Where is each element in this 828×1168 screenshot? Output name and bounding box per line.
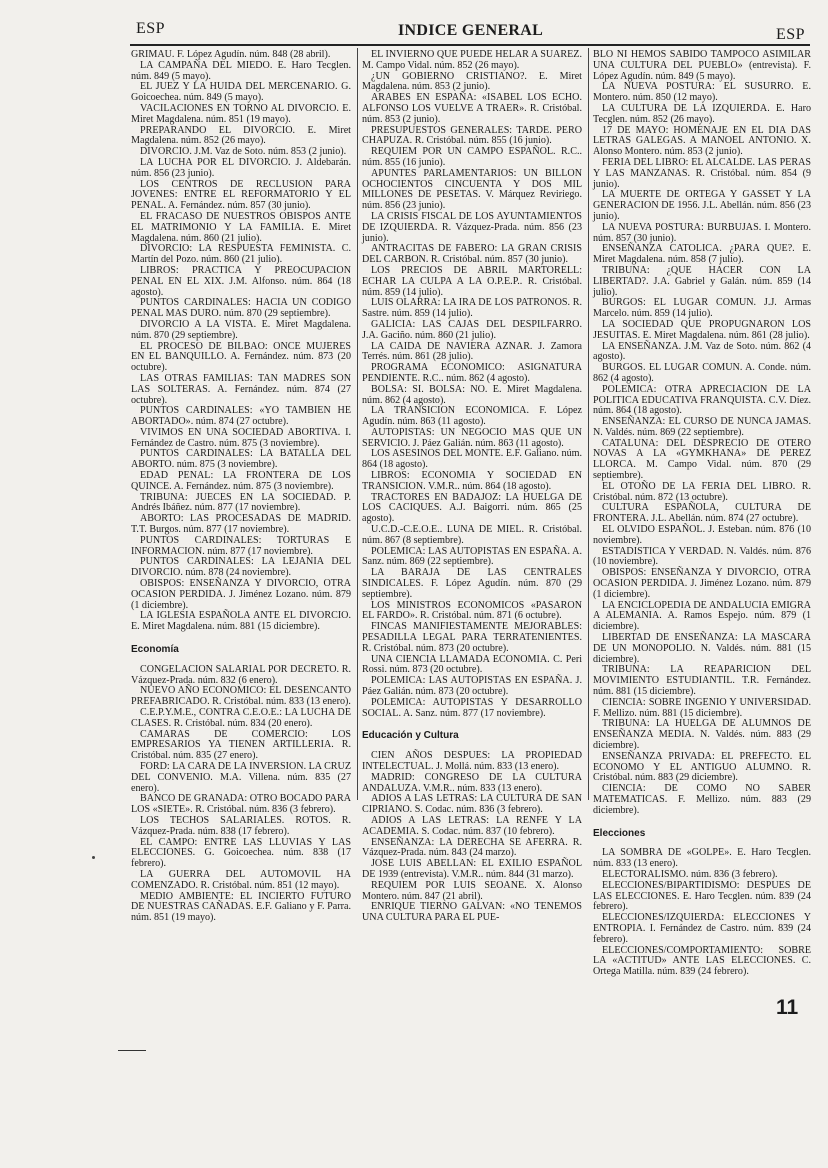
index-entry: LA LUCHA POR EL DIVORCIO. J. Aldebarán. núm. 856 (23 junio). bbox=[131, 156, 351, 179]
index-entry: ELECCIONES/COMPORTAMIENTO: SOBRE LA «ACTITUD» ANTE LAS ELECCIONES. C. Ortega Matilla. núm. 839 (24 febrero). bbox=[593, 944, 811, 978]
header-rule bbox=[130, 44, 810, 46]
index-entry: LA ENSEÑANZA. J.M. Vaz de Soto. núm. 862 (4 agosto). bbox=[593, 340, 811, 363]
index-entry: LIBROS: ECONOMIA Y SOCIEDAD EN TRANSICION. V.M.R.. núm. 864 (18 agosto). bbox=[362, 470, 582, 492]
index-entry: ANTRACITAS DE FABERO: LA GRAN CRISIS DEL CARBON. R. Cristóbal. núm. 857 (30 junio). bbox=[362, 243, 582, 266]
index-entry: LA NUEVA POSTURA: BURBUJAS. I. Montero. núm. 857 (30 junio). bbox=[593, 221, 811, 244]
index-entry: FERIA DEL LIBRO: EL ALCALDE. LAS PERAS Y LAS MANZANAS. R. Cristóbal. núm. 854 (9 junio). bbox=[593, 156, 811, 190]
index-entry: LA MUERTE DE ORTEGA Y GASSET Y LA GENERACION DE 1956. J.L. Abellán. núm. 856 (23 junio). bbox=[593, 189, 811, 222]
index-entry: LA ENCICLOPEDIA DE ANDALUCIA EMIGRA A ALEMANIA. A. Ramos Espejo. núm. 879 (1 diciembre). bbox=[593, 599, 811, 633]
index-entry: LA CAMPAÑA DEL MIEDO. E. Haro Tecglen. núm. 849 (5 mayo). bbox=[131, 59, 351, 82]
index-entry: PUNTOS CARDINALES: LA LEJANIA DEL DIVORCIO. núm. 878 (24 noviembre). bbox=[131, 556, 351, 579]
index-entry: CONGELACION SALARIAL POR DECRETO. R. Vázquez-Prada. núm. 832 (6 enero). bbox=[131, 663, 351, 686]
index-entry: APUNTES PARLAMENTARIOS: UN BILLON OCHOCIENTOS CINCUENTA Y DOS MIL MILLONES DE PESETAS. V. Márquez Reviriego. núm. 856 (23 junio). bbox=[362, 167, 582, 212]
index-entry: REQUIEM POR LUIS SEOANE. X. Alonso Montero. núm. 847 (21 abril). bbox=[362, 879, 582, 902]
index-entry: MADRID: CONGRESO DE LA CULTURA ANDALUZA. V.M.R.. núm. 833 (13 enero). bbox=[362, 771, 582, 794]
page-title: INDICE GENERAL bbox=[398, 22, 544, 39]
index-entry: LA BARAJA DE LAS CENTRALES SINDICALES. F. López Agudín. núm. 870 (29 septiembre). bbox=[362, 567, 582, 600]
index-entry: LA TRANSICION ECONOMICA. F. López Agudín. núm. 863 (11 agosto). bbox=[362, 405, 582, 428]
index-entry: VACILACIONES EN TORNO AL DIVORCIO. E. Miret Magdalena. núm. 851 (19 mayo). bbox=[131, 102, 351, 125]
index-entry: FORD: LA CARA DE LA INVERSION. LA CRUZ DEL CONVENIO. M.A. Villena. núm. 835 (27 enero). bbox=[131, 761, 351, 794]
section-heading: Elecciones bbox=[593, 827, 646, 839]
index-entry: LA SOMBRA DE «GOLPE». E. Haro Tecglen. núm. 833 (13 enero). bbox=[593, 847, 811, 870]
index-entry: PRESUPUESTOS GENERALES: TARDE. PERO CHAPUZA. R. Cristóbal. núm. 855 (16 junio). bbox=[362, 124, 582, 147]
index-entry: POLEMICA: LAS AUTOPISTAS EN ESPAÑA. A. Sanz. núm. 869 (22 septiembre). bbox=[362, 545, 582, 568]
index-entry: PUNTOS CARDINALES: TORTURAS E INFORMACION. núm. 877 (17 noviembre). bbox=[131, 534, 351, 557]
index-entry: ELECTORALISMO. núm. 836 (3 febrero). bbox=[602, 868, 778, 880]
index-entry: CATALUNA: DEL DESPRECIO DE OTERO NOVAS A LA «GYMKHANA» DE PEREZ LLORCA. M. Campo Vidal. núm. 870 (29 septiembre). bbox=[593, 437, 811, 482]
index-entry: LA CAIDA DE NAVIERA AZNAR. J. Zamora Terrés. núm. 861 (28 julio). bbox=[362, 340, 582, 363]
index-entry: POLEMICA: AUTOPISTAS Y DESARROLLO SOCIAL. A. Sanz. núm. 877 (17 noviembre). bbox=[362, 696, 582, 719]
index-entry: DIVORCIO: LA RESPUESTA FEMINISTA. C. Martín del Pozo. núm. 860 (21 julio). bbox=[131, 243, 351, 266]
header-left: ESP bbox=[136, 20, 166, 37]
index-entry: EL PROCESO DE BILBAO: ONCE MUJERES EN EL BANQUILLO. A. Fernández. núm. 873 (20 octubre). bbox=[131, 340, 351, 374]
index-entry: PROGRAMA ECONOMICO: ASIGNATURA PENDIENTE. R.C.. núm. 862 (4 agosto). bbox=[362, 362, 582, 384]
index-entry: ARABES EN ESPAÑA: «ISABEL LOS ECHO. ALFONSO LOS VUELVE A TRAER». R. Cristóbal. núm. 853 (2 junio). bbox=[362, 92, 582, 125]
index-entry: PUNTOS CARDINALES: «YO TAMBIEN HE ABORTADO». núm. 874 (27 octubre). bbox=[131, 405, 351, 428]
index-entry: ENSEÑANZA: LA DERECHA SE AFERRA. R. Vázquez-Prada. núm. 843 (24 marzo). bbox=[362, 836, 582, 859]
index-entry: DIVORCIO A LA VISTA. E. Miret Magdalena. núm. 870 (29 septiembre). bbox=[131, 318, 351, 341]
index-entry: CIENCIA: DE COMO NO SABER MATEMATICAS. F. Mellizo. núm. 883 (29 diciembre). bbox=[593, 783, 811, 816]
index-entry: MEDIO AMBIENTE: EL INCIERTO FUTURO DE NUESTRAS CAÑADAS. E.F. Galiano y F. Parra. núm. 851 (19 mayo). bbox=[131, 890, 351, 924]
index-entry: LOS ASESINOS DEL MONTE. E.F. Galiano. núm. 864 (18 agosto). bbox=[362, 448, 582, 471]
index-entry: ENSEÑANZA: EL CURSO DE NUNCA JAMAS. N. Valdés. núm. 869 (22 septiembre). bbox=[593, 416, 811, 438]
index-entry: JOSE LUIS ABELLAN: EL EXILIO ESPAÑOL DE 1939 (entrevista). V.M.R.. núm. 844 (31 marzo). bbox=[362, 858, 582, 880]
index-entry: TRIBUNA: LA REAPARICION DEL MOVIMIENTO ESTUDIANTIL. T.R. Fernández. núm. 881 (15 diciembre). bbox=[593, 664, 811, 698]
index-entry: BURGOS: EL LUGAR COMUN. J.J. Armas Marcelo. núm. 859 (14 julio). bbox=[593, 297, 811, 320]
index-entry: TRIBUNA: JUECES EN LA SOCIEDAD. P. Andrés Ibáñez. núm. 877 (17 noviembre). bbox=[131, 491, 351, 514]
index-entry: OBISPOS: ENSEÑANZA Y DIVORCIO, OTRA OCASION PERDIDA. J. Jiménez Lozano. núm. 879 (1 diciembre). bbox=[593, 567, 811, 600]
index-entry: POLEMICA: LAS AUTOPISTAS EN ESPAÑA. J. Páez Galián. núm. 873 (20 octubre). bbox=[362, 675, 582, 698]
index-entry: EL CAMPO: ENTRE LAS LLUVIAS Y LAS ELECCIONES. G. Goicoechea. núm. 838 (17 febrero). bbox=[131, 836, 351, 870]
index-entry: LOS TECHOS SALARIALES. ROTOS. R. Vázquez-Prada. núm. 838 (17 febrero). bbox=[131, 814, 351, 837]
index-entry: ADIOS A LAS LETRAS: LA RENFE Y LA ACADEMIA. S. Codac. núm. 837 (10 febrero). bbox=[362, 814, 582, 837]
index-entry: FINCAS MANIFIESTAMENTE MEJORABLES: PESADILLA LEGAL PARA TERRATENIENTES. R. Cristóbal. núm. 873 (20 octubre). bbox=[362, 621, 582, 654]
index-entry: LA CRISIS FISCAL DE LOS AYUNTAMIENTOS DE IZQUIERDA. R. Vázquez-Prada. núm. 856 (23 junio). bbox=[362, 210, 582, 244]
index-entry: LAS OTRAS FAMILIAS: TAN MADRES SON LAS SOLTERAS. A. Fernández. núm. 874 (27 octubre). bbox=[131, 372, 351, 406]
index-entry: LA GUERRA DEL AUTOMOVIL HA COMENZADO. R. Cristóbal. núm. 851 (12 mayo). bbox=[131, 868, 351, 891]
index-entry: TRIBUNA: ¿QUE HACER CON LA LIBERTAD?. J.A. Gabriel y Galán. núm. 859 (14 julio). bbox=[593, 264, 811, 298]
index-entry: PUNTOS CARDINALES: HACIA UN CODIGO PENAL MAS DURO. núm. 870 (29 septiembre). bbox=[131, 297, 351, 320]
index-column-1 bbox=[131, 50, 351, 924]
index-entry: ELECCIONES/IZQUIERDA: ELECCIONES Y ENTROPIA. I. Fernández de Castro. núm. 839 (24 febrero). bbox=[593, 912, 811, 945]
index-entry: CULTURA ESPAÑOLA, CULTURA DE FRONTERA. J.L. Abellán. núm. 874 (27 octubre). bbox=[593, 502, 811, 525]
header-right: ESP bbox=[776, 26, 806, 43]
index-entry: EL JUEZ Y LA HUIDA DEL MERCENARIO. G. Goicoechea. núm. 849 (5 mayo). bbox=[131, 81, 351, 104]
index-entry: TRIBUNA: LA HUELGA DE ALUMNOS DE ENSEÑANZA MEDIA. N. Valdés. núm. 883 (29 diciembre). bbox=[593, 718, 811, 751]
index-entry: VIVIMOS EN UNA SOCIEDAD ABORTIVA. I. Fernández de Castro. núm. 875 (3 noviembre). bbox=[131, 426, 351, 449]
index-entry: U.C.D.-C.E.O.E.. LUNA DE MIEL. R. Cristóbal. núm. 867 (8 septiembre). bbox=[362, 524, 582, 546]
index-entry: TRACTORES EN BADAJOZ: LA HUELGA DE LOS CACIQUES. A.J. Baigorri. núm. 865 (25 agosto). bbox=[362, 491, 582, 525]
index-entry: OBISPOS: ENSEÑANZA Y DIVORCIO, OTRA OCASION PERDIDA. J. Jiménez Lozano. núm. 879 (1 diciembre). bbox=[131, 578, 351, 611]
index-entry: ENSEÑANZA CATOLICA. ¿PARA QUE?. E. Miret Magdalena. núm. 858 (7 julio). bbox=[593, 243, 811, 266]
index-entry: EL OTOÑO DE LA FERIA DEL LIBRO. R. Cristóbal. núm. 872 (13 octubre). bbox=[593, 480, 811, 503]
index-entry: GALICIA: LAS CAJAS DEL DESPILFARRO. J.A. Gaciño. núm. 860 (21 julio). bbox=[362, 318, 582, 341]
index-entry: GRIMAU. F. López Agudín. núm. 848 (28 abril). bbox=[131, 49, 331, 60]
index-entry: BURGOS. EL LUGAR COMUN. A. Conde. núm. 862 (4 agosto). bbox=[593, 362, 811, 384]
index-entry: LOS MINISTROS ECONOMICOS «PASARON EL FARDO». R. Cristóbal. núm. 871 (6 octubre). bbox=[362, 599, 582, 622]
index-entry: CAMARAS DE COMERCIO: LOS EMPRESARIOS YA TIENEN ARTILLERIA. R. Cristóbal. núm. 835 (27 enero). bbox=[131, 728, 351, 762]
index-entry: LA IGLESIA ESPAÑOLA ANTE EL DIVORCIO. E. Miret Magdalena. núm. 881 (15 diciembre). bbox=[131, 610, 351, 633]
index-entry: ¿UN GOBIERNO CRISTIANO?. E. Miret Magdalena. núm. 853 (2 junio). bbox=[362, 70, 582, 93]
index-entry: ENRIQUE TIERNO GALVAN: «NO TENEMOS UNA CULTURA PARA EL PUE- bbox=[362, 901, 582, 924]
index-entry: EL OLVIDO ESPAÑOL. J. Esteban. núm. 876 (10 noviembre). bbox=[593, 524, 811, 546]
index-entry: ELECCIONES/BIPARTIDISMO: DESPUES DE LAS ELECCIONES. E. Haro Tecglen. núm. 839 (24 febrero). bbox=[593, 879, 811, 913]
index-entry: BLO NI HEMOS SABIDO TAMPOCO ASIMILAR UNA CULTURA DEL PUEBLO» (entrevista). F. López Agudín. núm. 849 (5 mayo). bbox=[593, 49, 811, 82]
index-entry: LOS CENTROS DE RECLUSION PARA JOVENES: ENTRE EL REFORMATORIO Y EL PENAL. A. Fernández. núm. 857 (30 junio). bbox=[131, 178, 351, 212]
index-entry: EL FRACASO DE NUESTROS OBISPOS ANTE EL MATRIMONIO Y LA FAMILIA. E. Miret Magdalena. núm. 860 (21 julio). bbox=[131, 210, 351, 244]
index-entry: 17 DE MAYO: HOMENAJE EN EL DIA DAS LETRAS GALEGAS. A MANOEL ANTONIO. X. Alonso Montero. núm. 853 (2 junio). bbox=[593, 124, 811, 158]
index-entry: C.E.P.Y.M.E., CONTRA C.E.O.E.: LA LUCHA DE CLASES. R. Cristóbal. núm. 834 (20 enero). bbox=[131, 707, 351, 729]
page-number: 11 bbox=[776, 996, 799, 1019]
index-entry: REQUIEM POR UN CAMPO ESPAÑOL. R.C.. núm. 855 (16 junio). bbox=[362, 146, 582, 168]
index-entry: EL INVIERNO QUE PUEDE HELAR A SUAREZ. M. Campo Vidal. núm. 852 (26 mayo). bbox=[362, 49, 582, 71]
index-entry: DIVORCIO. J.M. Vaz de Soto. núm. 853 (2 junio). bbox=[140, 146, 347, 158]
index-entry: LA SOCIEDAD QUE PROPUGNARON LOS JESUITAS. E. Miret Magdalena. núm. 861 (28 julio). bbox=[593, 318, 811, 341]
index-entry: ESTADISTICA Y VERDAD. N. Valdés. núm. 876 (10 noviembre). bbox=[593, 545, 811, 568]
column-divider bbox=[588, 48, 589, 800]
index-entry: BOLSA: SI. BOLSA: NO. E. Miret Magdalena. núm. 862 (4 agosto). bbox=[362, 383, 582, 406]
section-heading: Educación y Cultura bbox=[362, 730, 459, 742]
column-divider bbox=[357, 48, 358, 800]
scan-speck bbox=[92, 856, 95, 859]
index-entry: LOS PRECIOS DE ABRIL MARTORELL: ECHAR LA CULPA A LA O.P.E.P.. R. Cristóbal. núm. 859 (14 julio). bbox=[362, 264, 582, 298]
index-entry: LA NUEVA POSTURA: EL SUSURRO. E. Montero. núm. 850 (12 mayo). bbox=[593, 81, 811, 104]
index-entry: PREPARANDO EL DIVORCIO. E. Miret Magdalena. núm. 852 (26 mayo). bbox=[131, 124, 351, 147]
index-entry: LA CULTURA DE LA IZQUIERDA. E. Haro Tecglen. núm. 852 (26 mayo). bbox=[593, 102, 811, 125]
index-entry: POLEMICA: OTRA APRECIACION DE LA POLITICA EDUCATIVA FRANQUISTA. C.V. Díez. núm. 864 (18 agosto). bbox=[593, 383, 811, 417]
index-entry: LUIS OLARRA: LA IRA DE LOS PATRONOS. R. Sastre. núm. 859 (14 julio). bbox=[362, 297, 582, 320]
index-entry: ENSEÑANZA PRIVADA: EL PREFECTO. EL ECONOMO Y EL ANTIGUO ALUMNO. R. Cristóbal. núm. 883 (29 diciembre). bbox=[593, 750, 811, 784]
index-entry: BANCO DE GRANADA: OTRO BOCADO PARA LOS «SIETE». R. Cristóbal. núm. 836 (3 febrero). bbox=[131, 793, 351, 816]
index-entry: EDAD PENAL: LA FRONTERA DE LOS QUINCE. A. Fernández. núm. 875 (3 noviembre). bbox=[131, 470, 351, 492]
index-entry: UNA CIENCIA LLAMADA ECONOMIA. C. Peri Rossi. núm. 873 (20 octubre). bbox=[362, 653, 582, 676]
index-entry: ABORTO: LAS PROCESADAS DE MADRID. T.T. Burgos. núm. 877 (17 noviembre). bbox=[131, 513, 351, 536]
section-heading: Economía bbox=[131, 644, 179, 656]
index-entry: CIEN AÑOS DESPUES: LA PROPIEDAD INTELECTUAL. J. Mollá. núm. 833 (13 enero). bbox=[362, 750, 582, 772]
index-entry: CIENCIA: SOBRE INGENIO Y UNIVERSIDAD. F. Mellizo. núm. 881 (15 diciembre). bbox=[593, 696, 811, 719]
index-entry: AUTOPISTAS: UN NEGOCIO MAS QUE UN SERVICIO. J. Páez Galián. núm. 863 (11 agosto). bbox=[362, 426, 582, 449]
index-entry: PUNTOS CARDINALES: LA BATALLA DEL ABORTO. núm. 875 (3 noviembre). bbox=[131, 448, 351, 471]
index-entry: ADIOS A LAS LETRAS: LA CULTURA DE SAN CIPRIANO. S. Codac. núm. 836 (3 febrero). bbox=[362, 793, 582, 816]
index-column-2 bbox=[362, 50, 582, 924]
index-column-3 bbox=[593, 50, 811, 978]
index-entry: LIBERTAD DE ENSEÑANZA: LA MASCARA DE UN MONOPOLIO. N. Valdés. núm. 881 (15 diciembre). bbox=[593, 632, 811, 665]
index-entry: NUEVO AÑO ECONOMICO: EL DESENCANTO PREFABRICADO. R. Cristóbal. núm. 833 (13 enero). bbox=[131, 685, 351, 708]
scan-mark bbox=[118, 1050, 146, 1051]
index-entry: LIBROS: PRACTICA Y PREOCUPACION PENAL EN EL XIX. J.M. Alfonso. núm. 864 (18 agosto). bbox=[131, 264, 351, 298]
